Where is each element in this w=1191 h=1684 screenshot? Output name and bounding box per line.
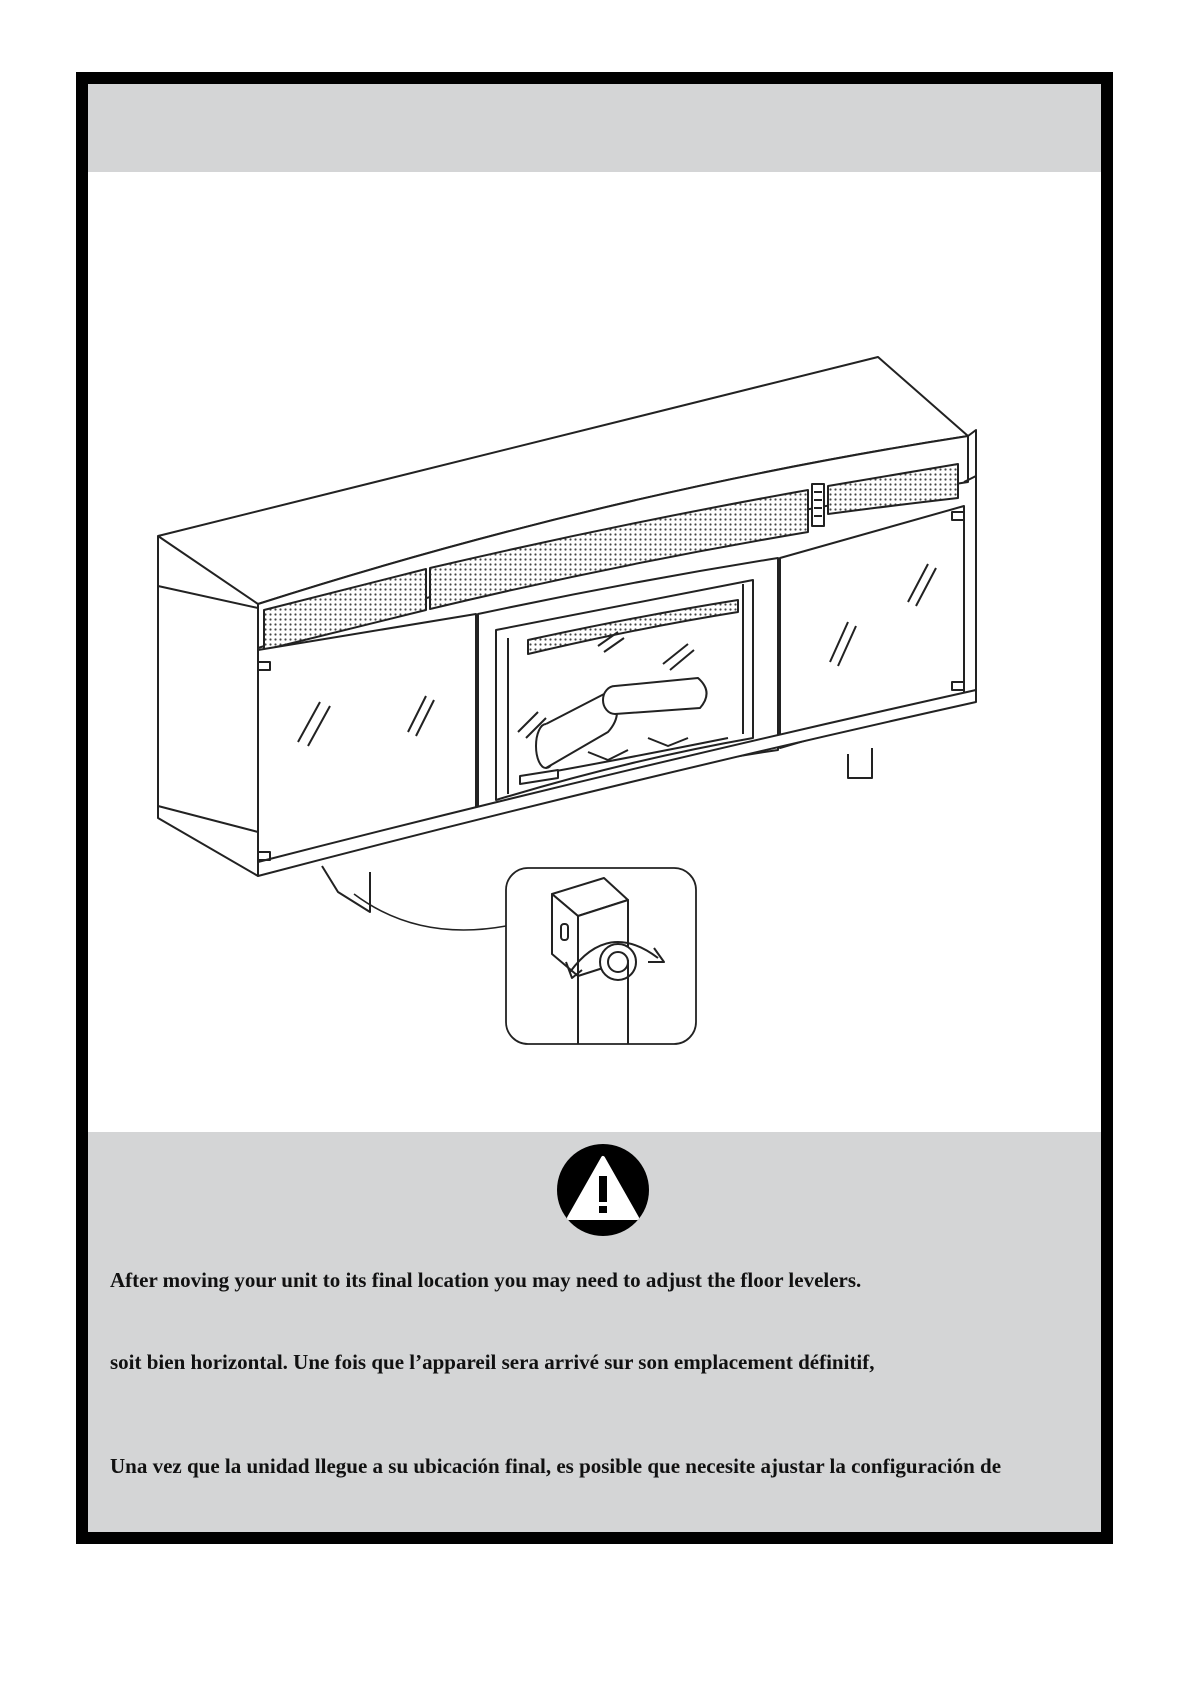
- warning-triangle-icon: [555, 1142, 651, 1238]
- instruction-english: After moving your unit to its final location you may need to adjust the floor levelers.: [110, 1268, 862, 1292]
- page-frame: [76, 72, 1113, 1544]
- header-band: [88, 84, 1101, 172]
- fireplace-tv-stand-illustration: [88, 172, 1101, 1144]
- instruction-french: soit bien horizontal. Une fois que l’appareil sera arrivé sur son emplacement définitif,: [110, 1350, 875, 1374]
- warning-band: [88, 1132, 1101, 1532]
- instruction-spanish: Una vez que la unidad llegue a su ubicación final, es posible que necesite ajustar la configuración de: [110, 1454, 1002, 1478]
